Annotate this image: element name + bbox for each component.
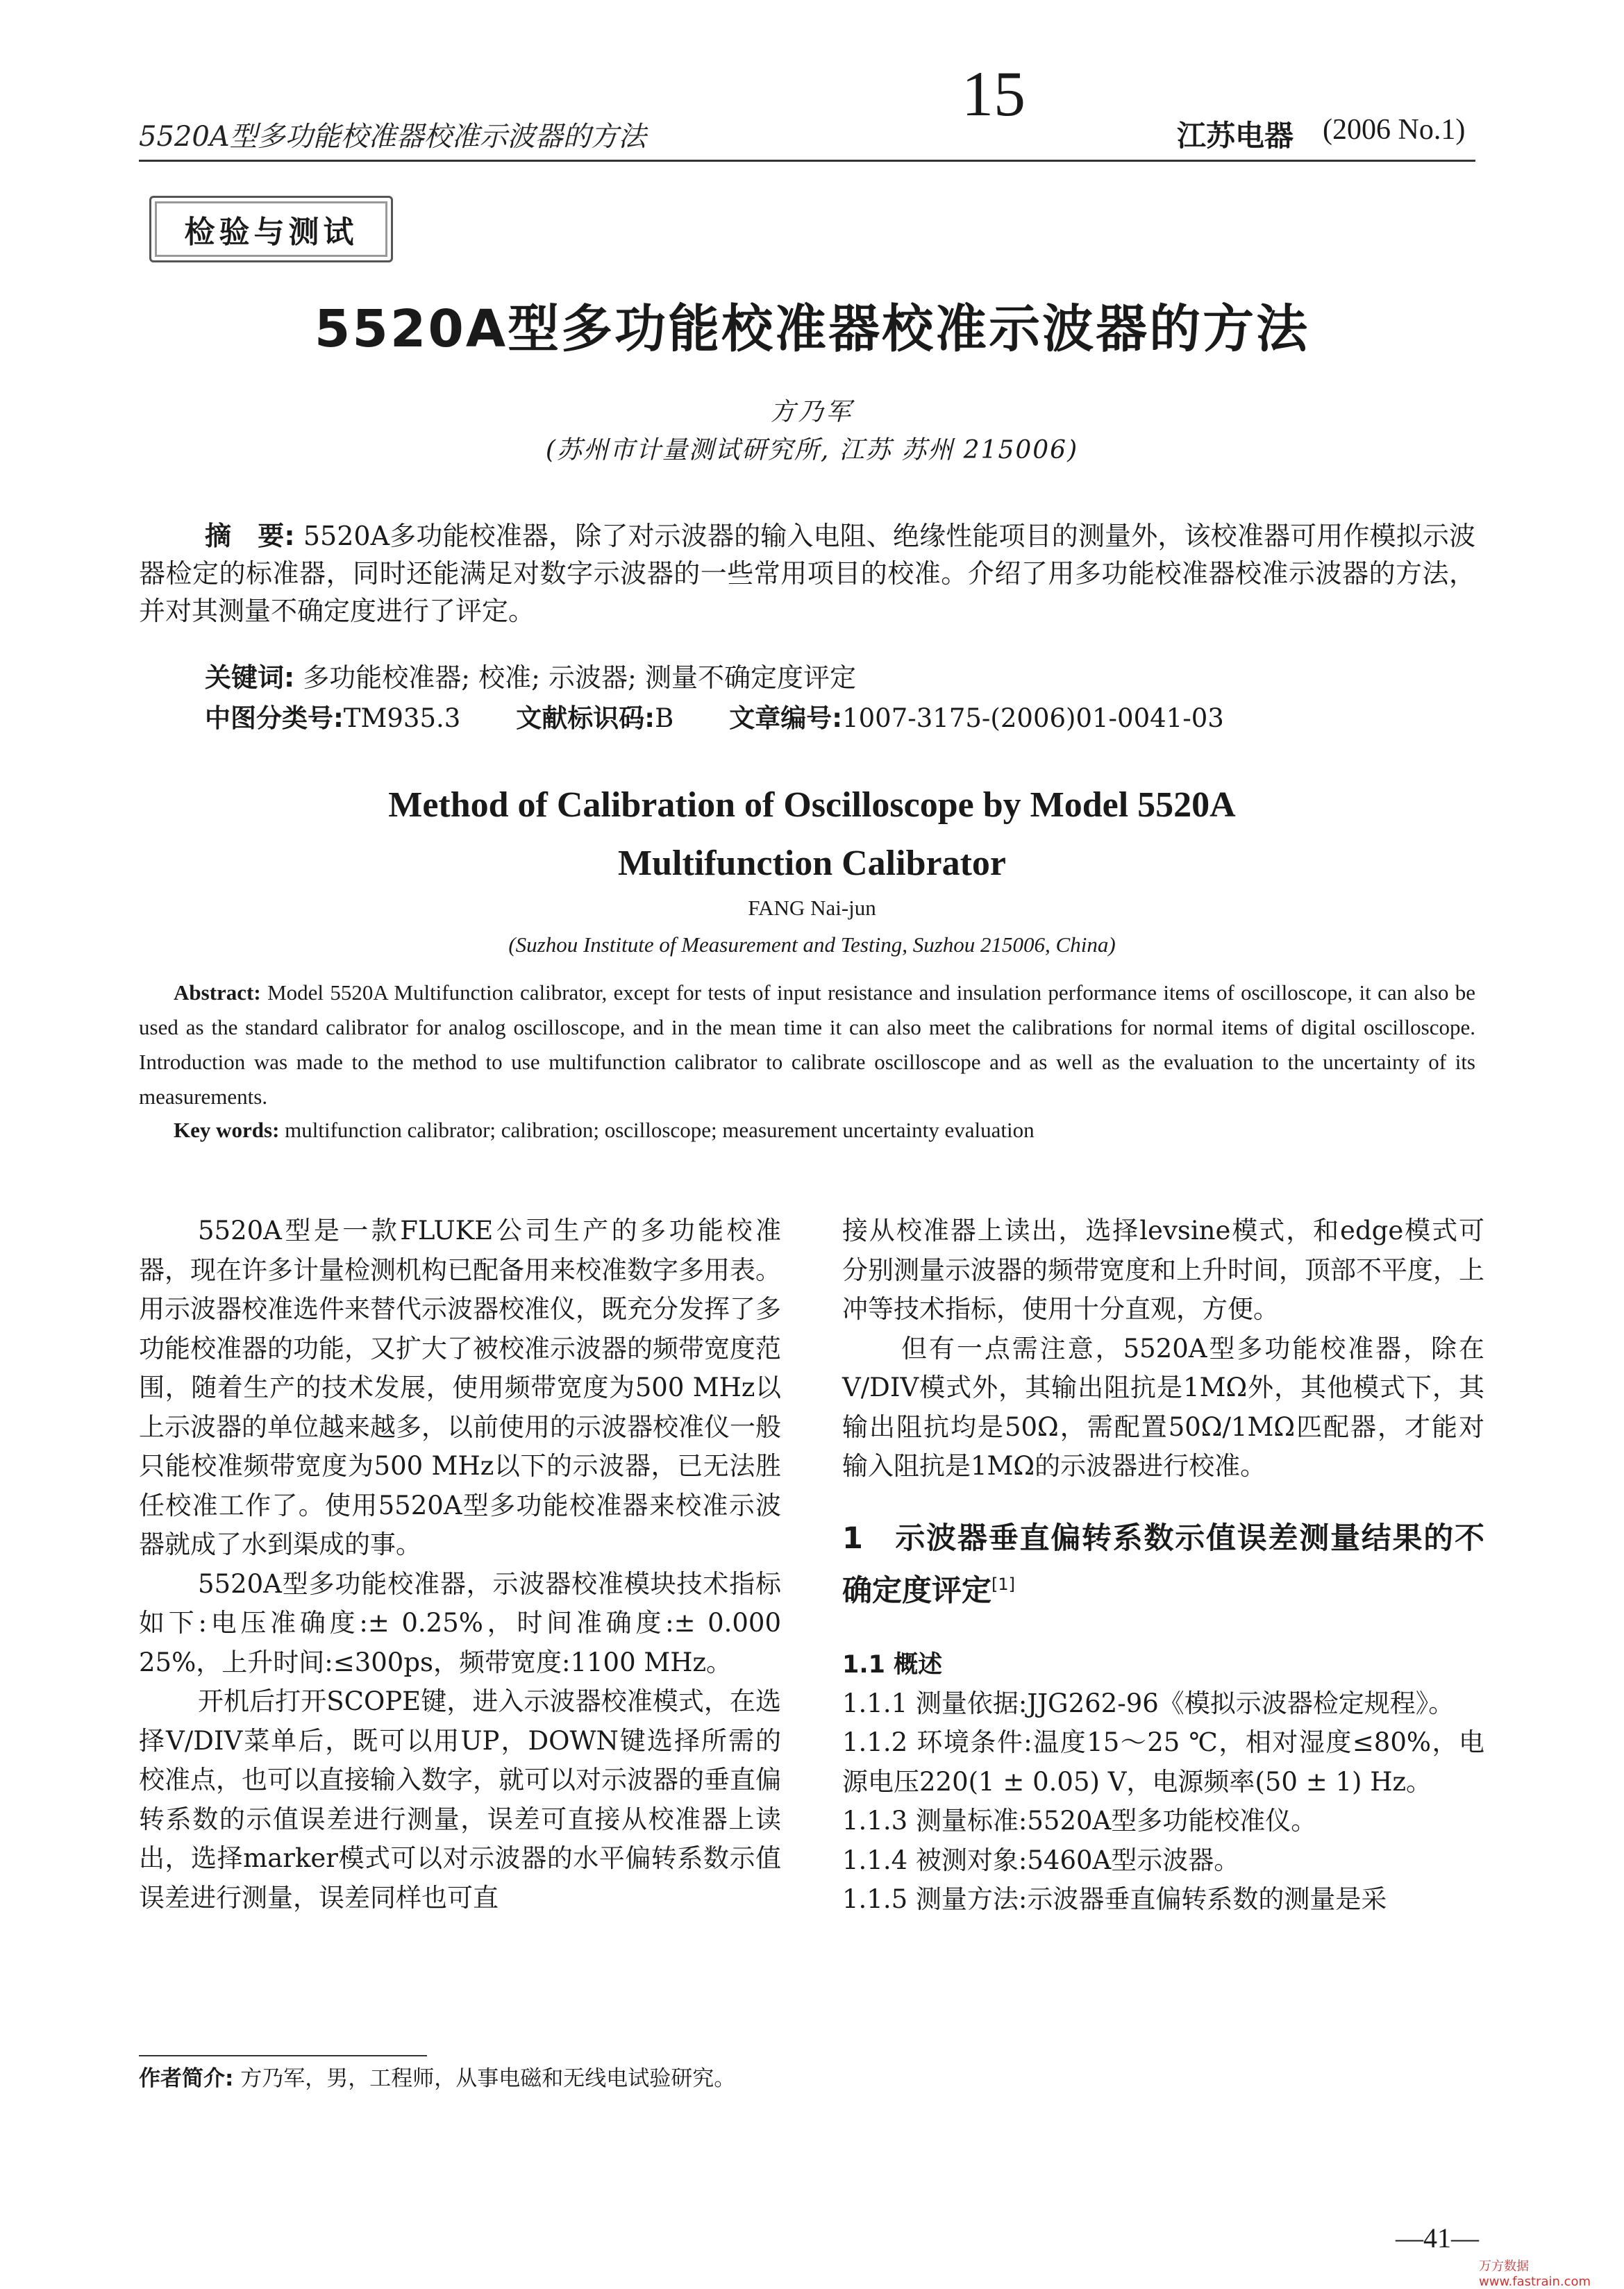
subsection-heading: 1.1 概述	[842, 1650, 943, 1679]
classification-line	[205, 697, 1475, 735]
affiliation-cn: (苏州市计量测试研究所, 江苏 苏州 215006)	[545, 436, 1079, 464]
footnote-rule	[139, 2055, 427, 2056]
abstract-cn	[139, 517, 1475, 630]
keywords-cn-label: 关键词:	[205, 662, 295, 693]
article-number-label: 文章编号:	[729, 703, 843, 733]
footnote-text: 方乃军，男，工程师，从事电磁和无线电试验研究。	[240, 2066, 736, 2091]
clc-value: TM935.3	[343, 703, 461, 733]
body-right-column	[842, 1211, 1484, 1920]
page-number: —41—	[1396, 2222, 1479, 2254]
abstract-cn-text: 5520A多功能校准器，除了对示波器的输入电阻、绝缘性能项目的测量外，该校准器可用作模拟示波器检定的标准器，同时还能满足对数字示波器的一些常用项目的校准。介绍了用多功能校准器校准示波器的方法，并对其测量不确定度进行了评定。	[139, 521, 1475, 626]
doc-code-label: 文献标识码:	[516, 703, 655, 733]
abstract-en-label: Abstract:	[174, 980, 261, 1005]
abstract-cn-label: 摘 要:	[205, 521, 295, 551]
list-item: 1.1.1 测量依据:JJG262-96《模拟示波器检定规程》。	[842, 1688, 1455, 1718]
watermark: 万方数据 www.fastrain.com	[1479, 2259, 1591, 2289]
running-title: 5520A型多功能校准器校准示波器的方法	[139, 121, 646, 153]
clc-label: 中图分类号:	[205, 703, 344, 733]
paper-title-cn: 5520A型多功能校准器校准示波器的方法	[314, 299, 1310, 359]
section-heading-text: 1 示波器垂直偏转系数示值误差测量结果的不确定度评定	[842, 1520, 1484, 1608]
issue-number: 15	[962, 58, 1026, 129]
list-item: 1.1.4 被测对象:5460A型示波器。	[842, 1845, 1240, 1875]
abstract-en-text: Model 5520A Multifunction calibrator, except for tests of input resistance and insulation performance items of oscilloscope, it can also be used as the standard calibrator for analog oscilloscope, and in the mean time it can also meet the calibrations for normal items of digital oscilloscope. Introduction was made to the method to use multifunction calibrator to calibrate oscilloscope and as well as the evaluation to the uncertainty of its measurements.	[139, 980, 1475, 1109]
list-item: 1.1.5 测量方法:示波器垂直偏转系数的测量是采	[842, 1884, 1387, 1915]
author-en: FANG Nai-jun	[748, 896, 876, 920]
header-rule	[139, 160, 1475, 162]
affiliation-en: (Suzhou Institute of Measurement and Testing, Suzhou 215006, China)	[508, 932, 1116, 957]
paper-title-en	[0, 776, 1624, 893]
body-paragraph: 5520A型是一款FLUKE公司生产的多功能校准器，现在许多计量检测机构已配备用来校准数字多用表。用示波器校准选件来替代示波器校准仪，既充分发挥了多功能校准器的功能，又扩大了被校准示波器的频带宽度范围，随着生产的技术发展，使用频带宽度为500 MHz以上示波器的单位越来越多，以前使用的示波器校准仪一般只能校准频带宽度为500 MHz以下的示波器，已无法胜任校准工作了。使用5520A型多功能校准器来校准示波器就成了水到渠成的事。	[139, 1216, 781, 1559]
paper-title-en-line1: Method of Calibration of Oscilloscope by Model 5520A	[388, 785, 1236, 825]
abstract-en	[139, 975, 1475, 1114]
journal-name: 江苏电器	[1177, 119, 1294, 153]
footnote-label: 作者简介:	[139, 2066, 234, 2091]
doc-code-value: B	[655, 703, 674, 733]
journal-issue: (2006 No.1)	[1323, 114, 1466, 146]
keywords-en	[174, 1118, 1035, 1143]
keywords-en-text: multifunction calibrator; calibration; oscilloscope; measurement uncertainty evaluation	[285, 1118, 1035, 1142]
article-number	[729, 697, 1224, 735]
author-footnote	[139, 2061, 735, 2092]
section-tag	[149, 196, 393, 262]
body-left-column	[139, 1211, 781, 1918]
section-tag-label: 检验与测试	[184, 215, 358, 250]
keywords-cn-text: 多功能校准器; 校准; 示波器; 测量不确定度评定	[303, 662, 856, 693]
keywords-cn	[205, 656, 856, 694]
author-cn: 方乃军	[770, 398, 854, 426]
list-item: 1.1.3 测量标准:5520A型多功能校准仪。	[842, 1806, 1317, 1836]
paper-title-en-line2: Multifunction Calibrator	[618, 844, 1006, 883]
body-paragraph: 但有一点需注意，5520A型多功能校准器，除在V/DIV模式外，其输出阻抗是1MΩ外，其他模式下，其输出阻抗均是50Ω，需配置50Ω/1MΩ匹配器，才能对输入阻抗是1MΩ的示波器进行校准。	[842, 1333, 1484, 1481]
body-paragraph: 接从校准器上读出，选择levsine模式，和edge模式可分别测量示波器的频带宽度和上升时间，顶部不平度，上冲等技术指标，使用十分直观，方便。	[842, 1216, 1484, 1324]
clc-number	[205, 697, 460, 735]
article-number-value: 1007-3175-(2006)01-0041-03	[842, 703, 1224, 733]
keywords-en-label: Key words:	[174, 1118, 280, 1142]
doc-code	[516, 697, 673, 735]
list-item: 1.1.2 环境条件:温度15～25 ℃，相对湿度≤80%，电源电压220(1 ± 0.05) V，电源频率(50 ± 1) Hz。	[842, 1727, 1484, 1797]
section-reference: [1]	[991, 1574, 1015, 1594]
body-paragraph: 5520A型多功能校准器，示波器校准模块技术指标如下:电压准确度:± 0.25%，时间准确度:± 0.000 25%，上升时间:≤300ps，频带宽度:1100 MHz。	[139, 1568, 781, 1677]
section-heading	[842, 1516, 1484, 1613]
body-paragraph: 开机后打开SCOPE键，进入示波器校准模式，在选择V/DIV菜单后，既可以用UP，DOWN键选择所需的校准点，也可以直接输入数字，就可以对示波器的垂直偏转系数的示值误差进行测量，误差可直接从校准器上读出，选择marker模式可以对示波器的水平偏转系数示值误差进行测量，误差同样也可直	[139, 1686, 781, 1913]
